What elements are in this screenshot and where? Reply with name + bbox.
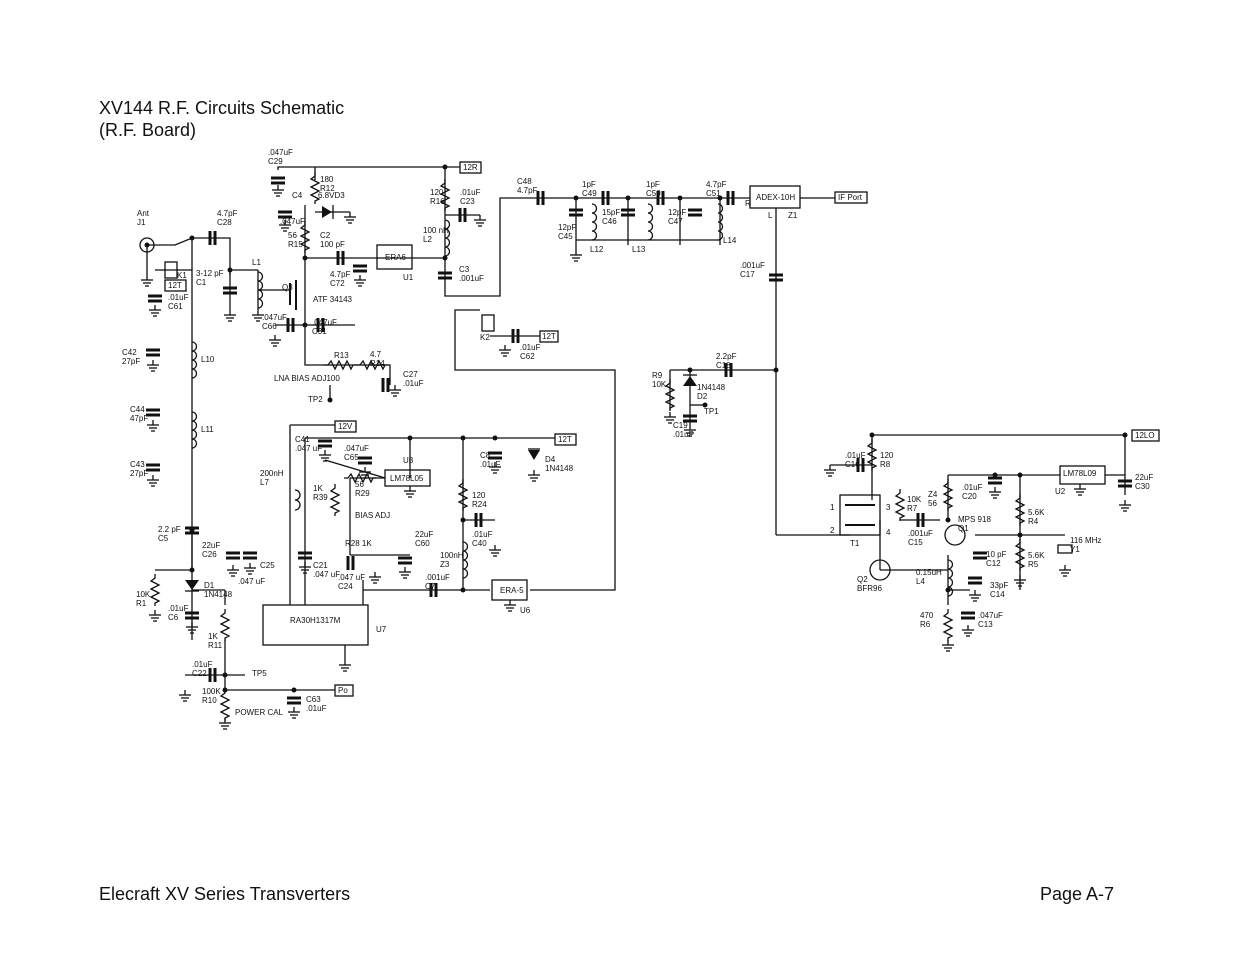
label-c51-1: C51 [706,189,721,198]
label-r7-1: R7 [907,504,918,513]
label-r16-1: R16 [430,197,445,206]
label-r16-0: 120 [430,188,444,197]
label-q2-0: Q2 [857,575,868,584]
label-c23-1: C23 [460,197,475,206]
label-l13-0: L13 [632,245,646,254]
label-r6-1: R6 [920,620,931,629]
label-c28-0: 4.7pF [217,209,238,218]
label-r13-0: R13 [334,351,349,360]
footer-page-number: Page A-7 [1040,884,1115,904]
label-z1-2: Z1 [788,211,798,220]
label-c22-1: C22 [192,669,207,678]
label-c18-1: C18 [716,361,731,370]
label-c43-0: C43 [130,460,145,469]
label-r1-1: R1 [136,599,147,608]
label-ant-j1-0: Ant [137,209,150,218]
label-bias-adj-0: BIAS ADJ [355,511,391,520]
ra30h1317m-module [263,605,368,645]
label-c44-0: C44 [130,405,145,414]
label-l7-1: L7 [260,478,269,487]
label-c46-1: C46 [602,217,617,226]
label-c7-0: .001uF [425,573,450,582]
label-z4-0: Z4 [928,490,938,499]
label-c24-1: C24 [338,582,353,591]
label-c65-0: .047uF [344,444,369,453]
label-c41-1: .047 uF [295,444,323,453]
schematic-subtitle: (R.F. Board) [99,120,197,140]
label-c19-1: .01uF [673,430,694,439]
label-r15-0: 56 [288,231,297,240]
relay-k2 [482,315,494,331]
label-r10-0: 100K [202,687,221,696]
label-c21-0: C21 [313,561,328,570]
label-l10-0: L10 [201,355,215,364]
label-c72-0: 4.7pF [330,270,351,279]
label-tp2-0: TP2 [308,395,323,404]
label-l2-1: L2 [423,235,432,244]
label-c15-1: C15 [908,538,923,547]
label-u3-0: U3 [403,456,414,465]
label-c30-0: 22uF [1135,473,1154,482]
label-c17-0: .001uF [740,261,765,270]
label-r5-1: R5 [1028,560,1039,569]
label-r14-1: R14 [370,359,385,368]
label-k2-0: K2 [480,333,490,342]
label-c8-1: .01uF [480,460,501,469]
label-q3-0: Q3 [282,283,293,292]
label-era5-0: ERA-5 [500,586,524,595]
label-c62-1: C62 [520,352,535,361]
label-c41-0: C41 [295,435,310,444]
label-r15-1: R15 [288,240,303,249]
label-r14-0: 4.7 [370,350,382,359]
label-c14-0: 33pF [990,581,1009,590]
label-t1-4: T1 [850,539,860,548]
label-c42-0: C42 [122,348,137,357]
label-c27-0: C27 [403,370,418,379]
rail-label-12t-a: 12T [168,281,182,290]
label-c60-0: 22uF [415,530,434,539]
component-labels [122,148,1153,717]
label-lm78l09-0: LM78L09 [1063,469,1097,478]
label-r11-1: R11 [208,641,223,650]
label-c66-0: .047uF [262,313,287,322]
rail-label-if-port: IF Port [838,193,863,202]
label-c49-1: C49 [582,189,597,198]
label-c13-0: .047uF [978,611,1003,620]
label-d3-0: 6.8VD3 [318,191,345,200]
label-c44-1: 47pF [130,414,149,423]
rail-label-po: Po [338,686,348,695]
label-c7-1: C7 [425,582,436,591]
label-r1-0: 10K [136,590,151,599]
label-c27-1: .01uF [403,379,424,388]
label-c60-1: C60 [415,539,430,548]
label-c3-1: .001uF [459,274,484,283]
label-t1-2: 3 [886,503,891,512]
label-u6-0: U6 [520,606,531,615]
label-k1-0: K1 [177,271,187,280]
label-r12-1: R12 [320,184,335,193]
transformer-t1 [840,495,880,535]
label-c2-0: C2 [320,231,331,240]
label-c1-0: 3-12 pF [196,269,224,278]
label-c66-1: C66 [262,322,277,331]
label-r39-0: 1K [313,484,323,493]
label-d2-0: 1N4148 [697,383,726,392]
label-ant-j1-1: J1 [137,218,146,227]
label-c5-0: 2.2 pF [158,525,181,534]
label-r5-0: 5.6K [1028,551,1045,560]
label-c63-1: .01uF [306,704,327,713]
label-r4-0: 5.6K [1028,508,1045,517]
label-c43-1: 27pF [130,469,149,478]
label-r10-1: R10 [202,696,217,705]
label-lm78l09-1: U2 [1055,487,1066,496]
label-c42-1: 27pF [122,357,141,366]
label-c6-0: .01uF [168,604,189,613]
label-r7-0: 10K [907,495,922,504]
label-z1-1: L [768,211,773,220]
label-c8-0: C8 [480,451,491,460]
label-c45-0: 12pF [558,223,577,232]
label-c13-1: C13 [978,620,993,629]
label-l11-0: L11 [201,425,214,434]
label-c16-0: .01uF [845,451,866,460]
label-u7-1: U7 [376,625,387,634]
label-c30-1: C30 [1135,482,1150,491]
rail-label-12t-b: 12T [542,332,556,341]
label-r6-0: 470 [920,611,934,620]
label-t1-1: 2 [830,526,835,535]
label-c63-0: C63 [306,695,321,704]
label-c2-1: 100 pF [320,240,345,249]
label-t1-3: 4 [886,528,891,537]
label-c31-0: .047uF [312,318,337,327]
label-c45-1: C45 [558,232,573,241]
label-c6-1: C6 [168,613,179,622]
label-l4-0: 0.15uH [916,568,942,577]
label-c26-1: C26 [202,550,217,559]
label-l12-0: L12 [590,245,604,254]
label-y1-0: 116 MHz [1070,536,1102,545]
label-u7-0: RA30H1317M [290,616,341,625]
label-l14-0: L14 [723,236,737,245]
label-c49-0: 1pF [582,180,596,189]
label-c3-0: C3 [459,265,470,274]
label-r12-0: 180 [320,175,334,184]
label-z4-1: 56 [928,499,937,508]
label-r8-1: R8 [880,460,891,469]
label-c47-1: C47 [668,217,683,226]
label-c31-1: C31 [312,327,327,336]
label-u1-0: U1 [403,273,414,282]
label-c28-1: C28 [217,218,232,227]
label-c12-0: 10 pF [986,550,1007,559]
label-lm78l05-0: LM78L05 [390,474,424,483]
label-c1-1: C1 [196,278,207,287]
label-c40-1: C40 [472,539,487,548]
label-c29-1: C29 [268,157,283,166]
label-d4-0: D4 [545,455,556,464]
label-lna-bias-0: LNA BIAS ADJ100 [274,374,340,383]
label-c4-0: C4 [292,191,303,200]
label-r9-1: 10K [652,380,667,389]
label-c61-1: C61 [168,302,183,311]
rail-label-12r: 12R [463,163,478,172]
label-c25-0: C25 [260,561,275,570]
label-c17-1: C17 [740,270,755,279]
label-r8-0: 120 [880,451,894,460]
label-t1-0: 1 [830,503,835,512]
label-tp1-0: TP1 [704,407,719,416]
label-c19-0: C19 [673,421,688,430]
label-r29-0: 56 [355,480,364,489]
label-c12-1: C12 [986,559,1001,568]
label-c5-1: C5 [158,534,169,543]
label-l1-0: L1 [252,258,261,267]
label-c48-1: 4.7pF [517,186,538,195]
label-c20-1: C20 [962,492,977,501]
label-c14-1: C14 [990,590,1005,599]
label-r9-0: R9 [652,371,663,380]
label-l7-0: 200nH [260,469,284,478]
label-c62-0: .01uF [520,343,541,352]
label-r24-1: R24 [472,500,487,509]
label-z1-0: R [745,199,751,208]
label-d1-1: 1N4148 [204,590,233,599]
label-power-cal-0: POWER CAL [235,708,284,717]
label-c48-0: C48 [517,177,532,186]
rail-label-12lo: 12LO [1135,431,1155,440]
label-l2-0: 100 nH [423,226,449,235]
label-q2-1: BFR96 [857,584,882,593]
label-c24-0: .047 uF [338,573,366,582]
label-c65-1: C65 [344,453,359,462]
label-z3-0: 100nH [440,551,464,560]
label-c23-0: .01uF [460,188,481,197]
label-atf-0: ATF 34143 [313,295,352,304]
label-r24-0: 120 [472,491,486,500]
label-c61-0: .01uF [168,293,189,302]
label-c51-0: 4.7pF [706,180,727,189]
label-z3-1: Z3 [440,560,450,569]
label-c25v-0: .047 uF [238,577,266,586]
label-r28-0: R28 1K [345,539,372,548]
label-c16-1: C16 [845,460,860,469]
label-c18-0: 2.2pF [716,352,737,361]
label-c4v-0: .047uF [280,217,305,226]
label-l4-1: L4 [916,577,925,586]
label-c72-1: C72 [330,279,345,288]
schematic-title: XV144 R.F. Circuits Schematic [99,98,345,118]
label-c29-0: .047uF [268,148,293,157]
label-q1-0: MPS 918 [958,515,991,524]
label-r4-1: R4 [1028,517,1039,526]
rail-label-12v: 12V [338,422,353,431]
label-r29-1: R29 [355,489,370,498]
label-y1-1: Y1 [1070,545,1080,554]
label-c50-0: 1pF [646,180,660,189]
label-c40-0: .01uF [472,530,493,539]
label-c47-0: 12pF [668,208,687,217]
label-r11-0: 1K [208,632,218,641]
label-c15-0: .001uF [908,529,933,538]
label-c21-1: .047 uF [313,570,341,579]
label-d2-1: D2 [697,392,708,401]
label-c20-0: .01uF [962,483,983,492]
label-d4-1: 1N4148 [545,464,574,473]
label-era6-0: ERA6 [385,253,406,262]
label-c50-1: C50 [646,189,661,198]
footer-manual-title: Elecraft XV Series Transverters [99,884,351,904]
label-c26-0: 22uF [202,541,221,550]
rail-label-12t-c: 12T [558,435,572,444]
label-d1-0: D1 [204,581,215,590]
label-q1-1: Q1 [958,524,969,533]
label-c46-0: 15pF [602,208,621,217]
label-c22-0: .01uF [192,660,213,669]
label-tp5-0: TP5 [252,669,267,678]
label-adex-0: ADEX-10H [756,193,796,202]
label-r39-1: R39 [313,493,328,502]
